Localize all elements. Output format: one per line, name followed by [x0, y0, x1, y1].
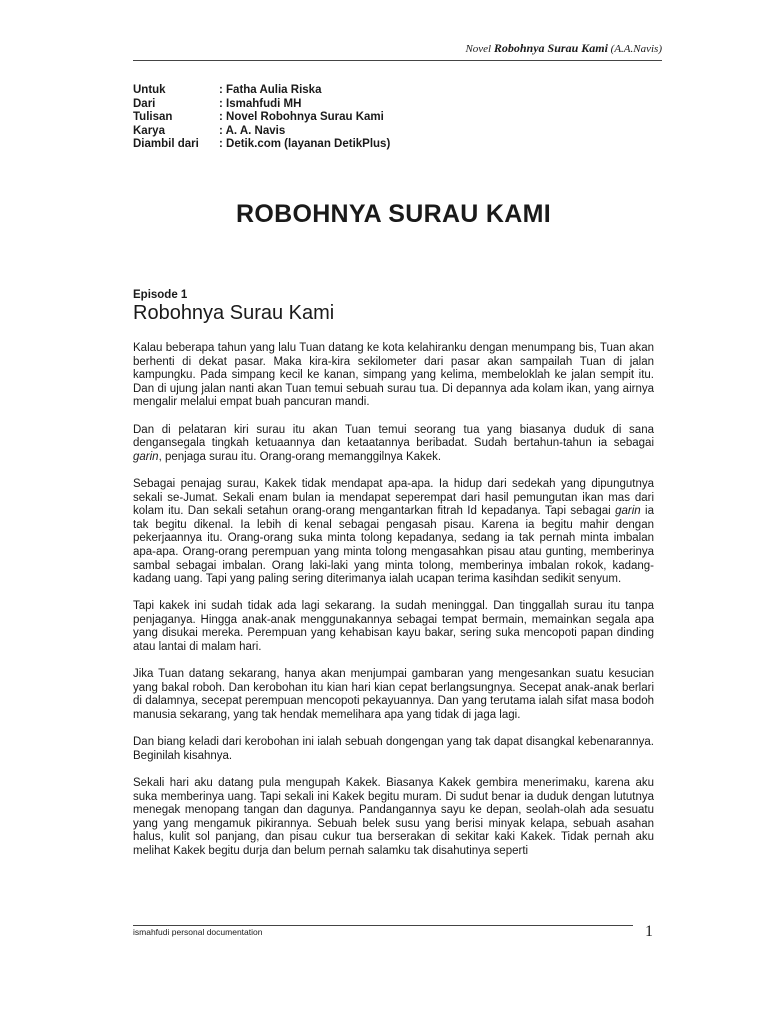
- episode-label: Episode 1: [133, 289, 188, 301]
- meta-row: [133, 84, 390, 98]
- paragraph: Kalau beberapa tahun yang lalu Tuan datang ke kota kelahiranku dengan menumpang bis, Tuan akan berhenti di dekat pasar. Maka kira-kira sekilometer dari pasar akan sampailah Tuan di jalan kampungku. Pada simpang kecil ke kanan, simpang yang kelima, membeloklah ke jalan sempit itu. Dan di ujung jalan nanti akan Tuan temui sebuah surau tua. Di depannya ada kolam ikan, yang airnya mengalir melalui empat buah pancuran mandi.: [133, 342, 654, 409]
- meta-value: : Ismahfudi MH: [219, 97, 302, 110]
- header-suffix: (A.A.Navis): [610, 43, 662, 55]
- meta-label: Karya: [133, 124, 165, 137]
- page-header: [133, 41, 662, 61]
- meta-label: Dari: [133, 97, 156, 110]
- meta-row: [133, 111, 390, 125]
- meta-value: : Novel Robohnya Surau Kami: [219, 111, 384, 124]
- meta-block: [133, 84, 390, 152]
- paragraph: Sekali hari aku datang pula mengupah Kakek. Biasanya Kakek gembira menerimaku, karena aku suka memberinya uang. Tapi sekali ini Kakek begitu muram. Di sudut benar ia duduk dengan lututnya menegak menopang tangan dan dagunya. Pandangannya sayu ke depan, seolah-olah ada sesuatu yang yang mengamuk pikirannya. Sebuah belek susu yang berisi minyak kelapa, sebuah asahan halus, kulit sol panjang, dan pisau cukur tua berserakan di sekitar kaki Kakek. Tidak pernah aku melihat Kakek begitu durja dan belum pernah salamku tak disahutinya seperti: [133, 777, 654, 857]
- paragraph: Dan biang keladi dari kerobohan ini ialah sebuah dongengan yang tak dapat disangkal kebenarannya. Beginilah kisahnya.: [133, 736, 654, 762]
- header-prefix: Novel: [465, 43, 492, 55]
- episode-title: Robohnya Surau Kami: [133, 302, 335, 324]
- meta-row: [133, 98, 390, 112]
- footer-text: ismahfudi personal documentation: [133, 927, 263, 937]
- page-number: 1: [645, 923, 653, 940]
- meta-row: [133, 125, 390, 139]
- document-title: ROBOHNYA SURAU KAMI: [236, 200, 551, 228]
- meta-label: Untuk: [133, 84, 166, 96]
- meta-row: [133, 138, 390, 152]
- emphasis-text: garin: [615, 505, 641, 518]
- footer-divider: [133, 925, 633, 926]
- meta-value: : Detik.com (layanan DetikPlus): [219, 138, 391, 151]
- body-text: [133, 342, 654, 872]
- header-title: Robohnya Surau Kami: [493, 41, 608, 55]
- emphasis-text: garin: [133, 450, 159, 463]
- meta-label: Tulisan: [133, 111, 173, 124]
- paragraph: Dan di pelataran kiri surau itu akan Tuan temui seorang tua yang biasanya duduk di sana dengansegala tingkah ketuaannya dan ketaatannya beribadat. Sudah bertahun-tahun ia sebagai garin, penjaga surau itu. Orang-orang memanggilnya Kakek.: [133, 423, 654, 463]
- paragraph: Jika Tuan datang sekarang, hanya akan menjumpai gambaran yang mengesankan suatu kesucian yang bakal roboh. Dan kerobohan itu kian hari kian cepat berlangsungnya. Secepat anak-anak berlari di dalamnya, secepat perempuan mencopoti pekayuannya. Dan yang terutama ialah sifat masa bodoh manusia sekarang, yang tak hendak memelihara apa yang tidak di jaga lagi.: [133, 668, 654, 722]
- meta-value: : Fatha Aulia Riska: [219, 84, 322, 96]
- meta-value: : A. A. Navis: [219, 124, 286, 137]
- paragraph: Tapi kakek ini sudah tidak ada lagi sekarang. Ia sudah meninggal. Dan tinggallah surau itu tanpa penjaganya. Hingga anak-anak menggunakannya sebagai tempat bermain, memainkan segala apa yang disukai mereka. Perempuan yang kehabisan kayu bakar, sering suka mencopoti papan dinding atau lantai di malam hari.: [133, 600, 654, 654]
- meta-label: Diambil dari: [133, 138, 199, 151]
- paragraph: Sebagai penajag surau, Kakek tidak mendapat apa-apa. Ia hidup dari sedekah yang dipungutnya sekali se-Jumat. Sekali enam bulan ia mendapat seperempat dari hasil pemungutan ikan mas dari kolam itu. Dan sekali setahun orang-orang mengantarkan fitrah Id kepadanya. Tapi sebagai garin ia tak begitu dikenal. Ia lebih di kenal sebagai pengasah pisau. Karena ia begitu mahir dengan pekerjaannya itu. Orang-orang suka minta tolong kepadanya, sedang ia tak pernah minta imbalan apa-apa. Orang-orang perempuan yang minta tolong mengasahkan pisau atau gunting, memberinya sambal sebagai imbalan. Orang laki-laki yang minta tolong, memberinya imbalan rokok, kadang-kadang uang. Tapi yang paling sering diterimanya ialah ucapan terima kasihdan sedikit senyum.: [133, 477, 654, 586]
